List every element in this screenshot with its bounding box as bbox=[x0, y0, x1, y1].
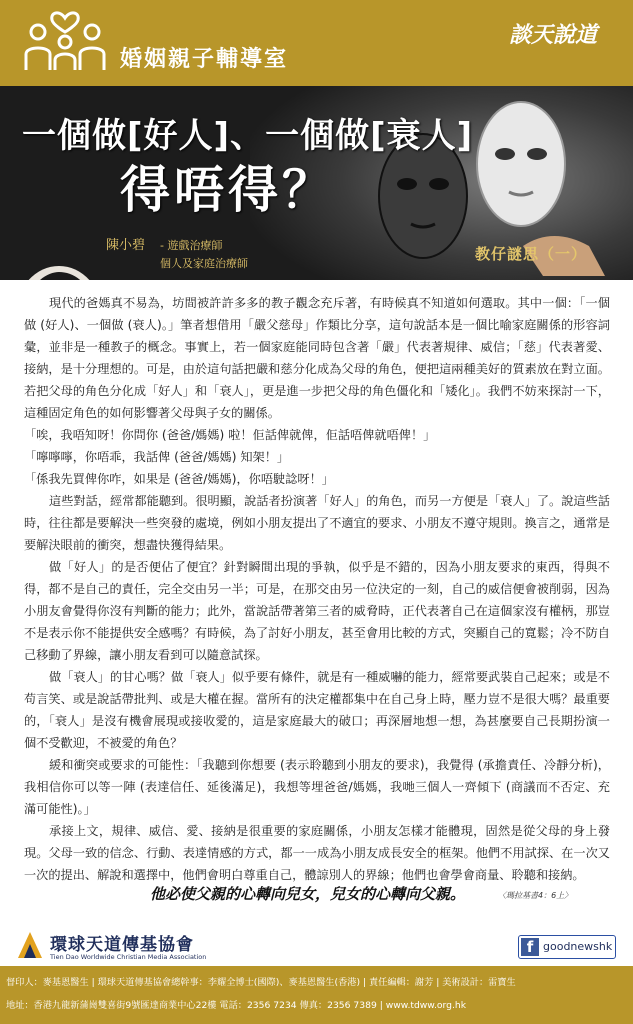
article-paragraph: 現代的爸媽真不易為，坊間被許許多多的教子觀念充斥著，有時候真不知道如何選取。其中一個：「一個做 (好人)、一個做 (衰人)。」筆者想借用「嚴父慈母」作類比分享，這句說話本是一個比喻家庭關係的形容詞彙，並非是一種教子的概念。事實上，若一個家庭能同時包含著「嚴」代表著規律、威信；「慈」代表著愛、接納，是十分理想的。可是，由於這句話把嚴和慈分化成為父母的角色，便把這兩種美好的質素放在對立面。若把父母的角色分化成「好人」和「衰人」，更是進一步把父母的角色僵化和「矮化」。我們不妨來探討一下，這種固定角色的如何影響著父母與子女的關係。 bbox=[24, 296, 610, 420]
author-portrait-image bbox=[16, 266, 102, 280]
author-name: 陳小碧 bbox=[106, 238, 146, 253]
article-paragraph: 做「好人」的是否便佔了便宜？針對瞬間出現的爭執，似乎是不錯的，因為小朋友要求的東西，得與不得，都不是自己的責任，完全交由另一半；可是，在那交由另一位決定的一刻，自己的威信便會被削弱，因為小朋友會覺得你沒有判斷的能力；此外，當說話帶著第三者的威脅時，正代表著自己在這個家沒有權柄，那豈不是表示你不能提供安全感嗎？有時候，為了討好小朋友，甚至會用比較的方式，突顯自己的寬鬆；冷不防自己移動了界線，讓小朋友看到可以隨意試探。 bbox=[24, 560, 610, 662]
author-role-2: 個人及家庭治療師 bbox=[160, 257, 248, 270]
article-paragraph: 緩和衝突或要求的可能性：「我聽到你想要 (表示聆聽到小朋友的要求)，我覺得 (承擔責任、冷靜分析)，我相信你可以等一陣 (表達信任、延後滿足)，我想等埋爸爸/媽媽，我哋三個人一齊傾下 (商議而不否定、充滿可能性)。」 bbox=[24, 758, 610, 816]
headline-line2: 得唔得？ bbox=[120, 161, 336, 219]
dialogue-line: 「嚀嚀嚀，你唔乖，我話俾 (爸爸/媽媽) 知架！」 bbox=[24, 450, 290, 464]
article-paragraph: 做「衰人」的甘心嗎？做「衰人」似乎要有條件，就是有一種威嚇的能力，經常要武裝自己起來；或是不苟言笑、或是說話帶批判、或是大權在握。當所有的決定權都集中在自己身上時，壓力豈不是很大嗎？最重要的，「衰人」是沒有機會展現或接收愛的，這是家庭最大的破口；再深層地想一想，為甚麼要自己長期扮演一個不受歡迎，不被愛的角色？ bbox=[24, 670, 610, 750]
dialogue-line: 「係我先買俾你咋，如果是 (爸爸/媽媽)，你唔駛諗呀！」 bbox=[24, 472, 334, 486]
author-role-1: - 遊戲治療師 bbox=[160, 239, 223, 252]
facebook-handle: goodnewshk bbox=[543, 940, 613, 953]
article-paragraph: 這些對話，經常都能聽到。很明顯，說話者扮演著「好人」的角色，而另一方便是「衰人」了。說這些話時，往往都是要解決一些突發的處境，例如小朋友提出了不適宜的要求、小朋友不遵守規則。換言之，通常是要解決眼前的衝突，想盡快獲得結果。 bbox=[24, 494, 610, 552]
family-heart-icon bbox=[22, 8, 108, 74]
verse-reference: 〈瑪拉基書4：6上〉 bbox=[498, 891, 573, 900]
department-title: 婚姻親子輔導室 bbox=[120, 47, 289, 72]
organization-name-english: Tien Dao Worldwide Christian Media Association bbox=[50, 953, 207, 961]
dialogue-line: 「唉，我唔知呀！你問你 (爸爸/媽媽) 啦！佢話俾就俾，佢話唔俾就唔俾！」 bbox=[24, 428, 436, 442]
facebook-link[interactable] bbox=[518, 935, 616, 959]
series-logo: 談天說道 bbox=[508, 22, 597, 48]
organization-name: 環球天道傳基協會 bbox=[50, 935, 194, 955]
headline-line1: 一個做[好人]、一個做[衰人] bbox=[22, 116, 474, 156]
article-paragraph: 承接上文，規律、威信、愛、接納是很重要的家庭關係，小朋友怎樣才能體現，固然是從父母的身上發現。父母一致的信念、行動、表達情感的方式，都一一成為小朋友成長安全的框架。他們不用試探、在一次又一次的提出、解說和選擇中，他們會明白尊重自己，體諒別人的界線；他們也會學會商量、聆聽和接納。 bbox=[24, 824, 610, 882]
article-body bbox=[24, 292, 610, 886]
facebook-icon: f bbox=[521, 938, 539, 956]
footer-credits: 督印人：麥基恩醫生 | 環球天道傳基協會總幹事：李耀全博士(國際)、麥基恩醫生(香港) | 責任編輯：謝芳 | 美術設計：雷寶生 bbox=[6, 977, 516, 988]
series-label: 教仔謎思（一） bbox=[474, 245, 587, 263]
organization-logo-icon bbox=[14, 928, 48, 962]
footer-address: 地址：香港九龍新蒲崗雙喜街9號匯達商業中心22樓 電話：2356 7234 傳真：2356 7389 | www.tdww.org.hk bbox=[6, 1000, 467, 1011]
bible-verse: 他必使父親的心轉向兒女，兒女的心轉向父親。 bbox=[150, 885, 466, 903]
author-photo bbox=[16, 266, 102, 280]
